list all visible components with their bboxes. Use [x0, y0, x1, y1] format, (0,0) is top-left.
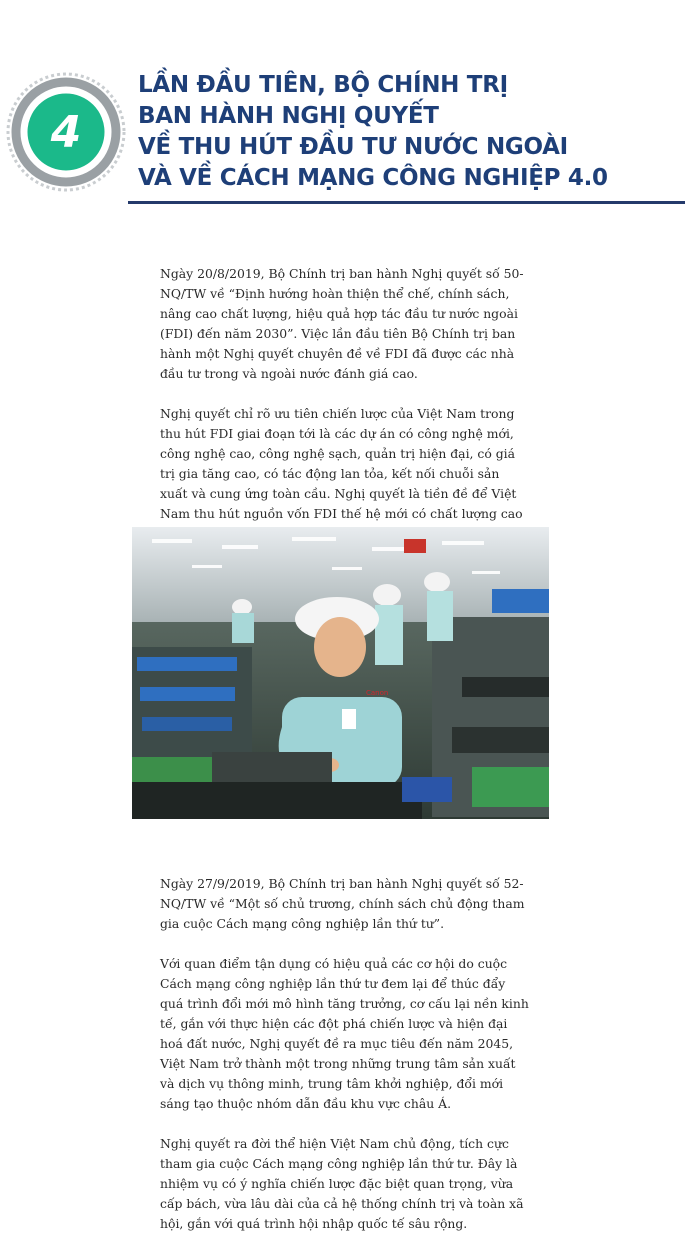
article-section-resolution-52 [160, 874, 530, 1254]
section-number-badge [4, 70, 128, 194]
article-section-resolution-50 [160, 264, 530, 564]
canon-logo-text: Canon [366, 689, 389, 697]
paragraph: Ngày 20/8/2019, Bộ Chính trị ban hành Nghị quyết số 50-NQ/TW về “Định hướng hoàn thiện thể chế, chính sách, nâng cao chất lượng, hiệu quả hợp tác đầu tư nước ngoài (FDI) đến năm 2030”. Việc lần đầu tiên Bộ Chính trị ban hành một Nghị quyết chuyên đề về FDI đã được các nhà đầu tư trong và ngoài nước đánh giá cao. [160, 266, 524, 381]
title-line-4: VÀ VỀ CÁCH MẠNG CÔNG NGHIỆP 4.0 [138, 165, 608, 191]
factory-scene-illustration [132, 527, 549, 819]
badge-number: 4 [50, 106, 82, 158]
title-underline [128, 201, 685, 204]
paragraph: Ngày 27/9/2019, Bộ Chính trị ban hành Nghị quyết số 52-NQ/TW về “Một số chủ trương, chính sách chủ động tham gia cuộc Cách mạng công nghiệp lần thứ tư”. [160, 876, 525, 931]
title-line-1: LẦN ĐẦU TIÊN, BỘ CHÍNH TRỊ [138, 72, 508, 98]
paragraph: Với quan điểm tận dụng có hiệu quả các cơ hội do cuộc Cách mạng công nghiệp lần thứ tư đem lại để thúc đẩy quá trình đổi mới mô hình tăng trưởng, cơ cấu lại nền kinh tế, gắn với thực hiện các đột phá chiến lược và hiện đại hoá đất nước, Nghị quyết đề ra mục tiêu đến năm 2045, Việt Nam trở thành một trong những trung tâm sản xuất và dịch vụ thông minh, trung tâm khởi nghiệp, đổi mới sáng tạo thuộc nhóm dẫn đầu khu vực châu Á. [160, 956, 529, 1111]
page-title [138, 70, 678, 194]
title-line-2: BAN HÀNH NGHỊ QUYẾT [138, 103, 439, 129]
title-line-3: VỀ THU HÚT ĐẦU TƯ NƯỚC NGOÀI [138, 134, 568, 160]
factory-workers-photo [132, 527, 549, 819]
paragraph: Nghị quyết ra đời thể hiện Việt Nam chủ động, tích cực tham gia cuộc Cách mạng công nghiệp lần thứ tư. Đây là nhiệm vụ có ý nghĩa chiến lược đặc biệt quan trọng, vừa cấp bách, vừa lâu dài của cả hệ thống chính trị và toàn xã hội, gắn với quá trình hội nhập quốc tế sâu rộng. [160, 1136, 524, 1231]
paragraph: Nghị quyết chỉ rõ ưu tiên chiến lược của Việt Nam trong thu hút FDI giai đoạn tới là các dự án có công nghệ mới, công nghệ cao, công nghệ sạch, quản trị hiện đại, có giá trị gia tăng cao, có tác động lan tỏa, kết nối chuỗi sản xuất và cung ứng toàn cầu. Nghị quyết là tiền đề để Việt Nam thu hút nguồn vốn FDI thế hệ mới có chất lượng cao [160, 406, 523, 521]
